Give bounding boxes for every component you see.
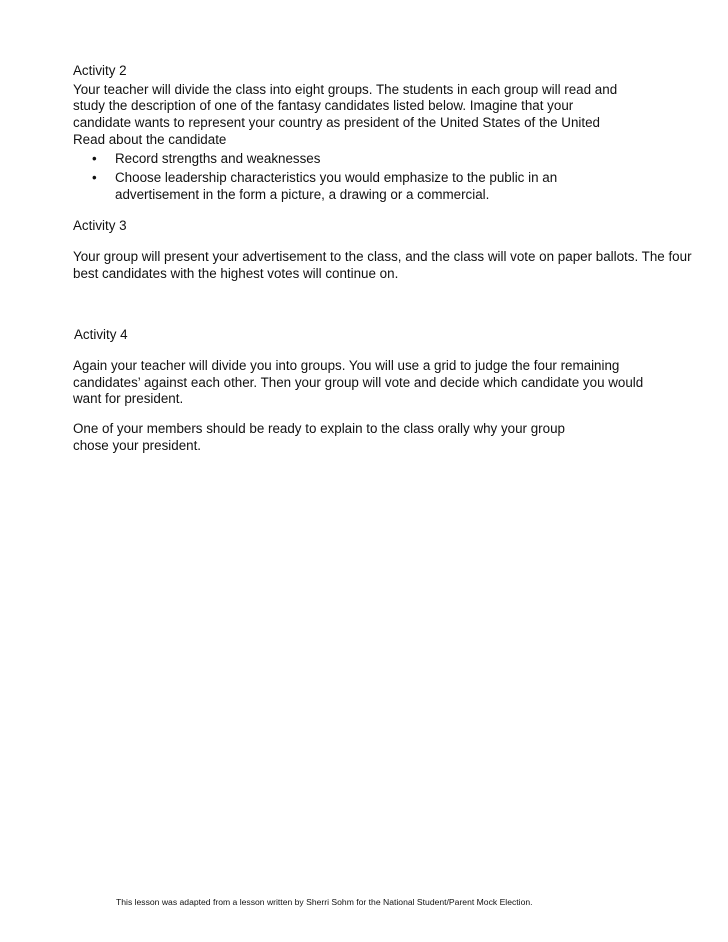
bullet-item-strengths: [92, 150, 320, 167]
activity-2-text-line: study the description of one of the fantasy candidates listed below. Imagine that your: [73, 98, 574, 113]
activity-4-heading: Activity 4: [74, 327, 128, 342]
activity-3-heading: Activity 3: [73, 218, 127, 233]
activity-2-text-line: Read about the candidate: [73, 132, 227, 147]
bullet-text: Choose leadership characteristics you would emphasize to the public in an: [115, 170, 558, 185]
bullet-text: Record strengths and weaknesses: [115, 151, 321, 166]
activity-2-heading: Activity 2: [73, 63, 127, 78]
activity-3-text-line: Your group will present your advertisement to the class, and the class will vote on paper ballots. The four: [73, 249, 692, 264]
activity-4-text-line: candidates’ against each other. Then your group will vote and decide which candidate you would: [73, 375, 644, 390]
bullet-item-leadership: [92, 169, 557, 186]
activity-3-text-line: best candidates with the highest votes will continue on.: [73, 266, 399, 281]
page-footer: This lesson was adapted from a lesson written by Sherri Sohm for the National Student/Parent Mock Election.: [116, 897, 533, 907]
activity-2-text-line: candidate wants to represent your country as president of the United States of the United: [73, 115, 601, 130]
activity-2-text-line: Your teacher will divide the class into eight groups. The students in each group will read and: [73, 82, 618, 97]
activity-4-text-line: want for president.: [73, 391, 184, 406]
bullet-text-continuation: advertisement in the form a picture, a drawing or a commercial.: [115, 187, 490, 202]
activity-4-text-line: chose your president.: [73, 438, 202, 453]
bullet-icon: •: [92, 170, 97, 185]
activity-4-text-line: Again your teacher will divide you into groups. You will use a grid to judge the four remaining: [73, 358, 620, 373]
bullet-icon: •: [92, 151, 97, 166]
activity-4-text-line: One of your members should be ready to explain to the class orally why your group: [73, 421, 565, 436]
